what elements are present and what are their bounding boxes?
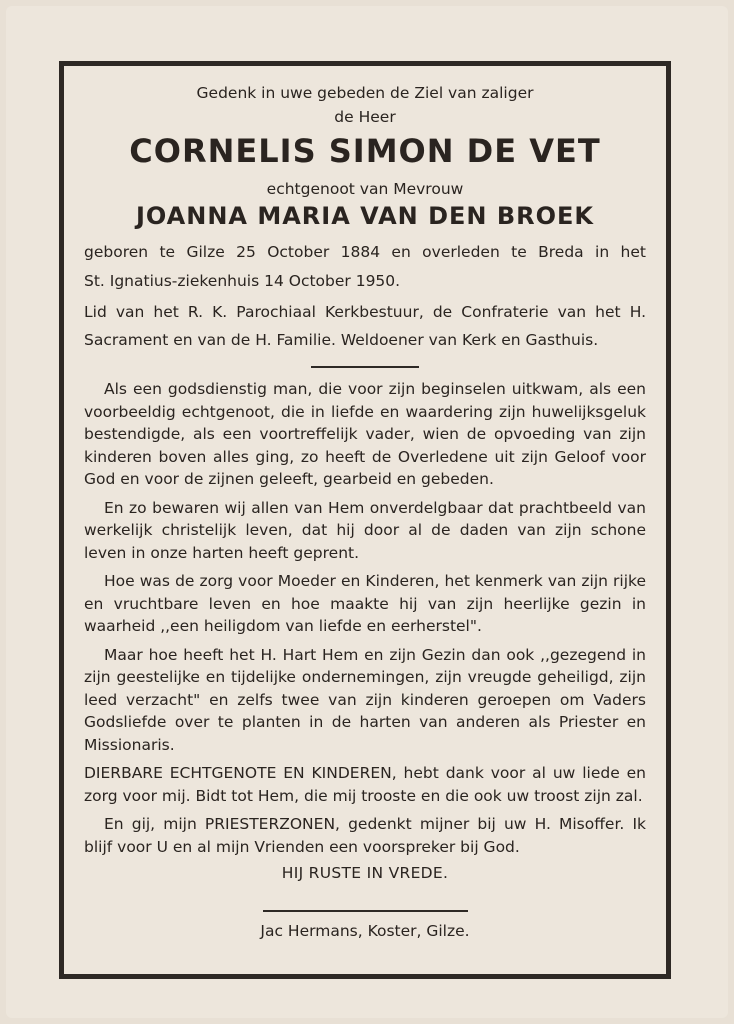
paragraph-5: DIERBARE ECHTGENOTE EN KINDEREN, hebt dank voor al uw liede en zorg voor mij. Bidt tot Hem, die mij trooste en die ook uw troost zijn zal.: [84, 764, 646, 805]
spouse-intro: echtgenoot van Mevrouw: [266, 180, 464, 198]
paragraph-4: Maar hoe heeft het H. Hart Hem en zijn Gezin dan ook ,,gezegend in zijn geestelijke en tijdelijke ondernemingen, zijn vreugde geheiligd, zijn leed verzacht" en zelfs twee van zijn kinderen geroepen om Vaders Godsliefde over te planten in de harten van anderen als Priester en Missionaris.: [84, 645, 646, 754]
paragraph-1: Als een godsdienstig man, die voor zijn beginselen uitkwam, als een voorbeeldig echtgenoot, die in liefde en waardering zijn huwelijksgeluk bestendigde, als een voortreffelijk vader, wien de opvoeding van zijn kinderen boven alles ging, zo heeft de Overledene uit zijn Geloof voor God en voor de zijnen geleeft, gearbeid en gebeden.: [84, 380, 646, 488]
birth-death-info: [84, 238, 646, 296]
title-prefix: de Heer: [334, 108, 396, 126]
closing-line: HIJ RUSTE IN VREDE.: [281, 864, 449, 882]
birth-line-2: St. Ignatius-ziekenhuis 14 October 1950.: [84, 272, 401, 290]
card-content: [84, 84, 646, 940]
printer-credit: Jac Hermans, Koster, Gilze.: [260, 922, 470, 940]
birth-line-1: geboren te Gilze 25 October 1884 en overleden te Breda in het: [84, 243, 646, 261]
paragraph-6: En gij, mijn PRIESTERZONEN, gedenkt mijner bij uw H. Misoffer. Ik blijf voor U en al mijn Vrienden een voorspreker bij God.: [84, 815, 646, 856]
paragraph-2: En zo bewaren wij allen van Hem onverdelgbaar dat prachtbeeld van werkelijk christelijk leven, dat hij door al de daden van zijn schone leven in onze harten heeft geprent.: [84, 498, 646, 562]
paragraph-3: Hoe was de zorg voor Moeder en Kinderen, het kenmerk van zijn rijke en vruchtbare leven en hoe maakte hij van zijn heerlijke gezin in waarheid ,,een heiligdom van liefde en eerherstel".: [84, 572, 646, 635]
intro-line: Gedenk in uwe gebeden de Ziel van zaliger: [196, 84, 534, 102]
divider-bottom: [263, 910, 468, 912]
membership-text: Lid van het R. K. Parochiaal Kerkbestuur, de Confraterie van het H. Sacrament en van de H. Familie. Weldoener van Kerk en Gasthuis.: [84, 303, 646, 349]
spouse-name: JOANNA MARIA VAN DEN BROEK: [135, 202, 595, 230]
card-border-frame: [59, 61, 671, 979]
memorial-card: [6, 6, 728, 1018]
deceased-name: CORNELIS SIMON DE VET: [129, 132, 601, 170]
divider-top: [311, 366, 419, 368]
